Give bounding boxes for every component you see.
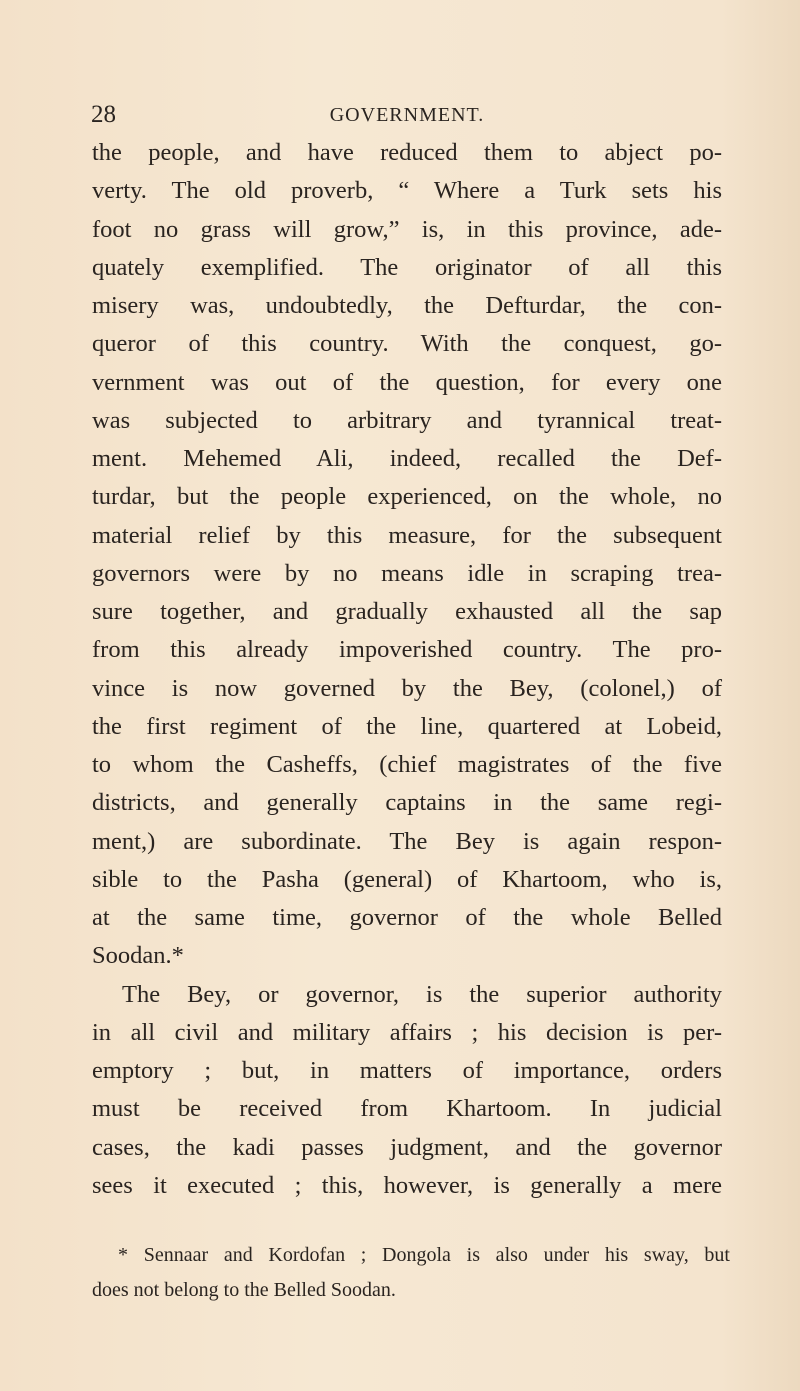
text-line: must be received from Khartoom. In judicial bbox=[92, 1095, 722, 1123]
text-line: vernment was out of the question, for every one bbox=[92, 368, 722, 396]
text-line: foot no grass will grow,” is, in this province, ade- bbox=[92, 215, 722, 243]
text-line: districts, and generally captains in the same regi- bbox=[92, 789, 722, 817]
text-line: the first regiment of the line, quartered at Lobeid, bbox=[92, 712, 722, 740]
text-line: at the same time, governor of the whole Belled bbox=[92, 904, 722, 931]
text-line: in all civil and military affairs ; his decision is per- bbox=[92, 1018, 722, 1046]
text-line: was subjected to arbitrary and tyrannical treat- bbox=[92, 406, 722, 434]
text-line: quately exemplified. The originator of all this bbox=[92, 253, 722, 281]
running-title: GOVERNMENT. bbox=[329, 104, 485, 126]
footnote bbox=[92, 1238, 730, 1308]
text-line: the people, and have reduced them to abject po- bbox=[92, 139, 722, 166]
page-number: 28 bbox=[91, 101, 116, 128]
text-line: verty. The old proverb, “ Where a Turk sets his bbox=[92, 177, 722, 205]
text-line: misery was, undoubtedly, the Defturdar, the con- bbox=[92, 292, 722, 319]
text-line: turdar, but the people experienced, on the whole, no bbox=[92, 483, 722, 511]
text-line: ment. Mehemed Ali, indeed, recalled the Def- bbox=[92, 445, 722, 472]
text-line: The Bey, or governor, is the superior authority bbox=[122, 980, 722, 1008]
footnote-line: * Sennaar and Kordofan ; Dongola is also under his sway, but bbox=[118, 1244, 730, 1266]
text-line: sees it executed ; this, however, is generally a mere bbox=[92, 1171, 722, 1199]
text-line: from this already impoverished country. The pro- bbox=[92, 636, 722, 664]
text-line: queror of this country. With the conquest, go- bbox=[92, 330, 722, 358]
body-text bbox=[92, 134, 722, 1205]
footnote-line: does not belong to the Belled Soodan. bbox=[92, 1279, 396, 1301]
text-line: material relief by this measure, for the subsequent bbox=[92, 521, 722, 549]
text-line: sure together, and gradually exhausted all the sap bbox=[92, 598, 722, 625]
text-line: to whom the Casheffs, (chief magistrates of the five bbox=[92, 751, 722, 778]
text-line: ment,) are subordinate. The Bey is again respon- bbox=[92, 827, 722, 855]
text-line: sible to the Pasha (general) of Khartoom, who is, bbox=[92, 865, 722, 893]
text-line: cases, the kadi passes judgment, and the governor bbox=[92, 1133, 722, 1161]
text-line: vince is now governed by the Bey, (colonel,) of bbox=[92, 674, 722, 702]
text-line: Soodan.* bbox=[92, 942, 184, 970]
text-line: governors were by no means idle in scraping trea- bbox=[92, 559, 722, 587]
page-header bbox=[91, 101, 723, 131]
text-line: emptory ; but, in matters of importance, orders bbox=[92, 1057, 722, 1084]
